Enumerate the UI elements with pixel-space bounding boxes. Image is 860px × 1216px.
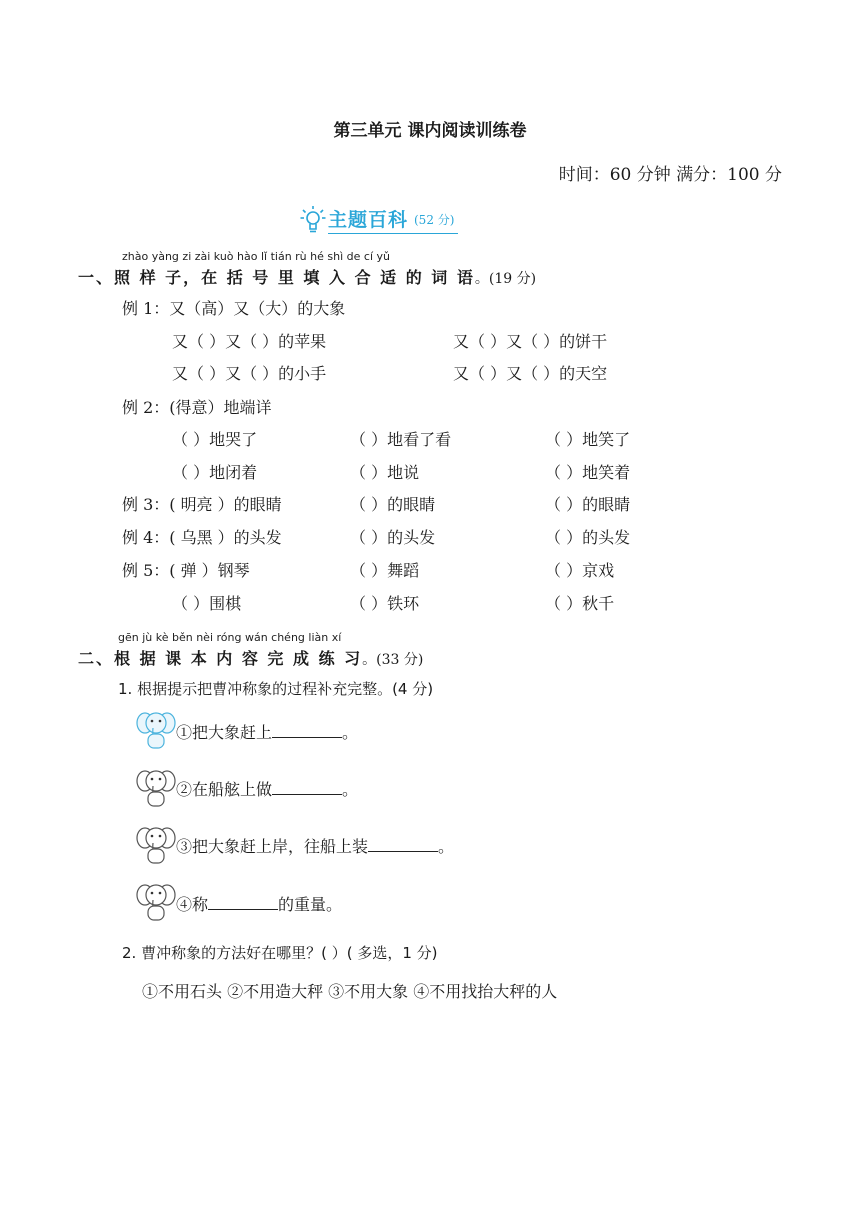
- fill-line: 又（ ）又（ ）的小手: [172, 364, 327, 383]
- fill-line: （ ）秋千: [545, 594, 615, 613]
- answer-blank[interactable]: [272, 780, 342, 795]
- elephant-icon: [136, 880, 176, 924]
- example-1: 例 1：又（高）又（大）的大象: [122, 299, 346, 318]
- example-3: 例 3：( 明亮 ）的眼睛: [122, 495, 282, 514]
- fill-line: （ ）地闭着: [172, 463, 258, 482]
- step-1: ①把大象赶上 。: [176, 723, 359, 742]
- time-score-info: 时间：60 分钟 满分：100 分: [558, 165, 782, 185]
- elephant-icon: [136, 823, 176, 867]
- elephant-icon: [136, 766, 176, 810]
- lightbulb-icon: [300, 205, 326, 235]
- example-5: 例 5：( 弹 ）钢琴: [122, 561, 250, 580]
- answer-blank[interactable]: [208, 895, 278, 910]
- section1-heading: 一、照 样 子，在 括 号 里 填 入 合 适 的 词 语。(19 分): [78, 268, 537, 287]
- banner-label: 主题百科: [328, 209, 409, 231]
- banner-points: (52 分): [414, 213, 455, 227]
- section2-pinyin: gēn jù kè běn nèi róng wán chéng liàn xí: [118, 631, 342, 644]
- step-2: ②在船舷上做 。: [176, 780, 359, 799]
- fill-line: （ ）地笑着: [545, 463, 631, 482]
- fill-line: 又（ ）又（ ）的饼干: [453, 332, 608, 351]
- section2-heading: 二、根 据 课 本 内 容 完 成 练 习。(33 分): [78, 649, 424, 668]
- fill-line: （ ）的头发: [545, 528, 631, 547]
- fill-line: （ ）围棋: [172, 594, 242, 613]
- banner-underline: [328, 233, 458, 234]
- question-1: 1. 根据提示把曹冲称象的过程补充完整。(4 分): [118, 680, 434, 698]
- answer-blank[interactable]: [368, 837, 438, 852]
- example-4: 例 4：( 乌黑 ）的头发: [122, 528, 282, 547]
- step-4: ④称 的重量。: [176, 895, 343, 914]
- fill-line: （ ）的眼睛: [545, 495, 631, 514]
- fill-line: （ ）地哭了: [172, 430, 258, 449]
- fill-line: （ ）的头发: [350, 528, 436, 547]
- question-2-options: ①不用石头 ②不用造大秤 ③不用大象 ④不用找抬大秤的人: [142, 982, 558, 1001]
- step-3: ③把大象赶上岸，往船上装 。: [176, 837, 455, 856]
- example-2: 例 2：(得意）地端详: [122, 398, 272, 417]
- section1-pinyin: zhào yàng zi zài kuò hào lǐ tián rù hé shì de cí yǔ: [122, 250, 390, 263]
- fill-line: （ ）铁环: [350, 594, 420, 613]
- fill-line: （ ）地说: [350, 463, 420, 482]
- fill-line: （ ）地笑了: [545, 430, 631, 449]
- fill-line: （ ）京戏: [545, 561, 615, 580]
- fill-line: 又（ ）又（ ）的苹果: [172, 332, 327, 351]
- fill-line: （ ）地看了看: [350, 430, 452, 449]
- fill-line: （ ）舞蹈: [350, 561, 420, 580]
- question-2: 2. 曹冲称象的方法好在哪里？( ）( 多选，1 分): [122, 944, 438, 962]
- fill-line: （ ）的眼睛: [350, 495, 436, 514]
- page-title: 第三单元 课内阅读训练卷: [333, 121, 527, 141]
- answer-blank[interactable]: [272, 723, 342, 738]
- elephant-icon: [136, 708, 176, 752]
- fill-line: 又（ ）又（ ）的天空: [453, 364, 608, 383]
